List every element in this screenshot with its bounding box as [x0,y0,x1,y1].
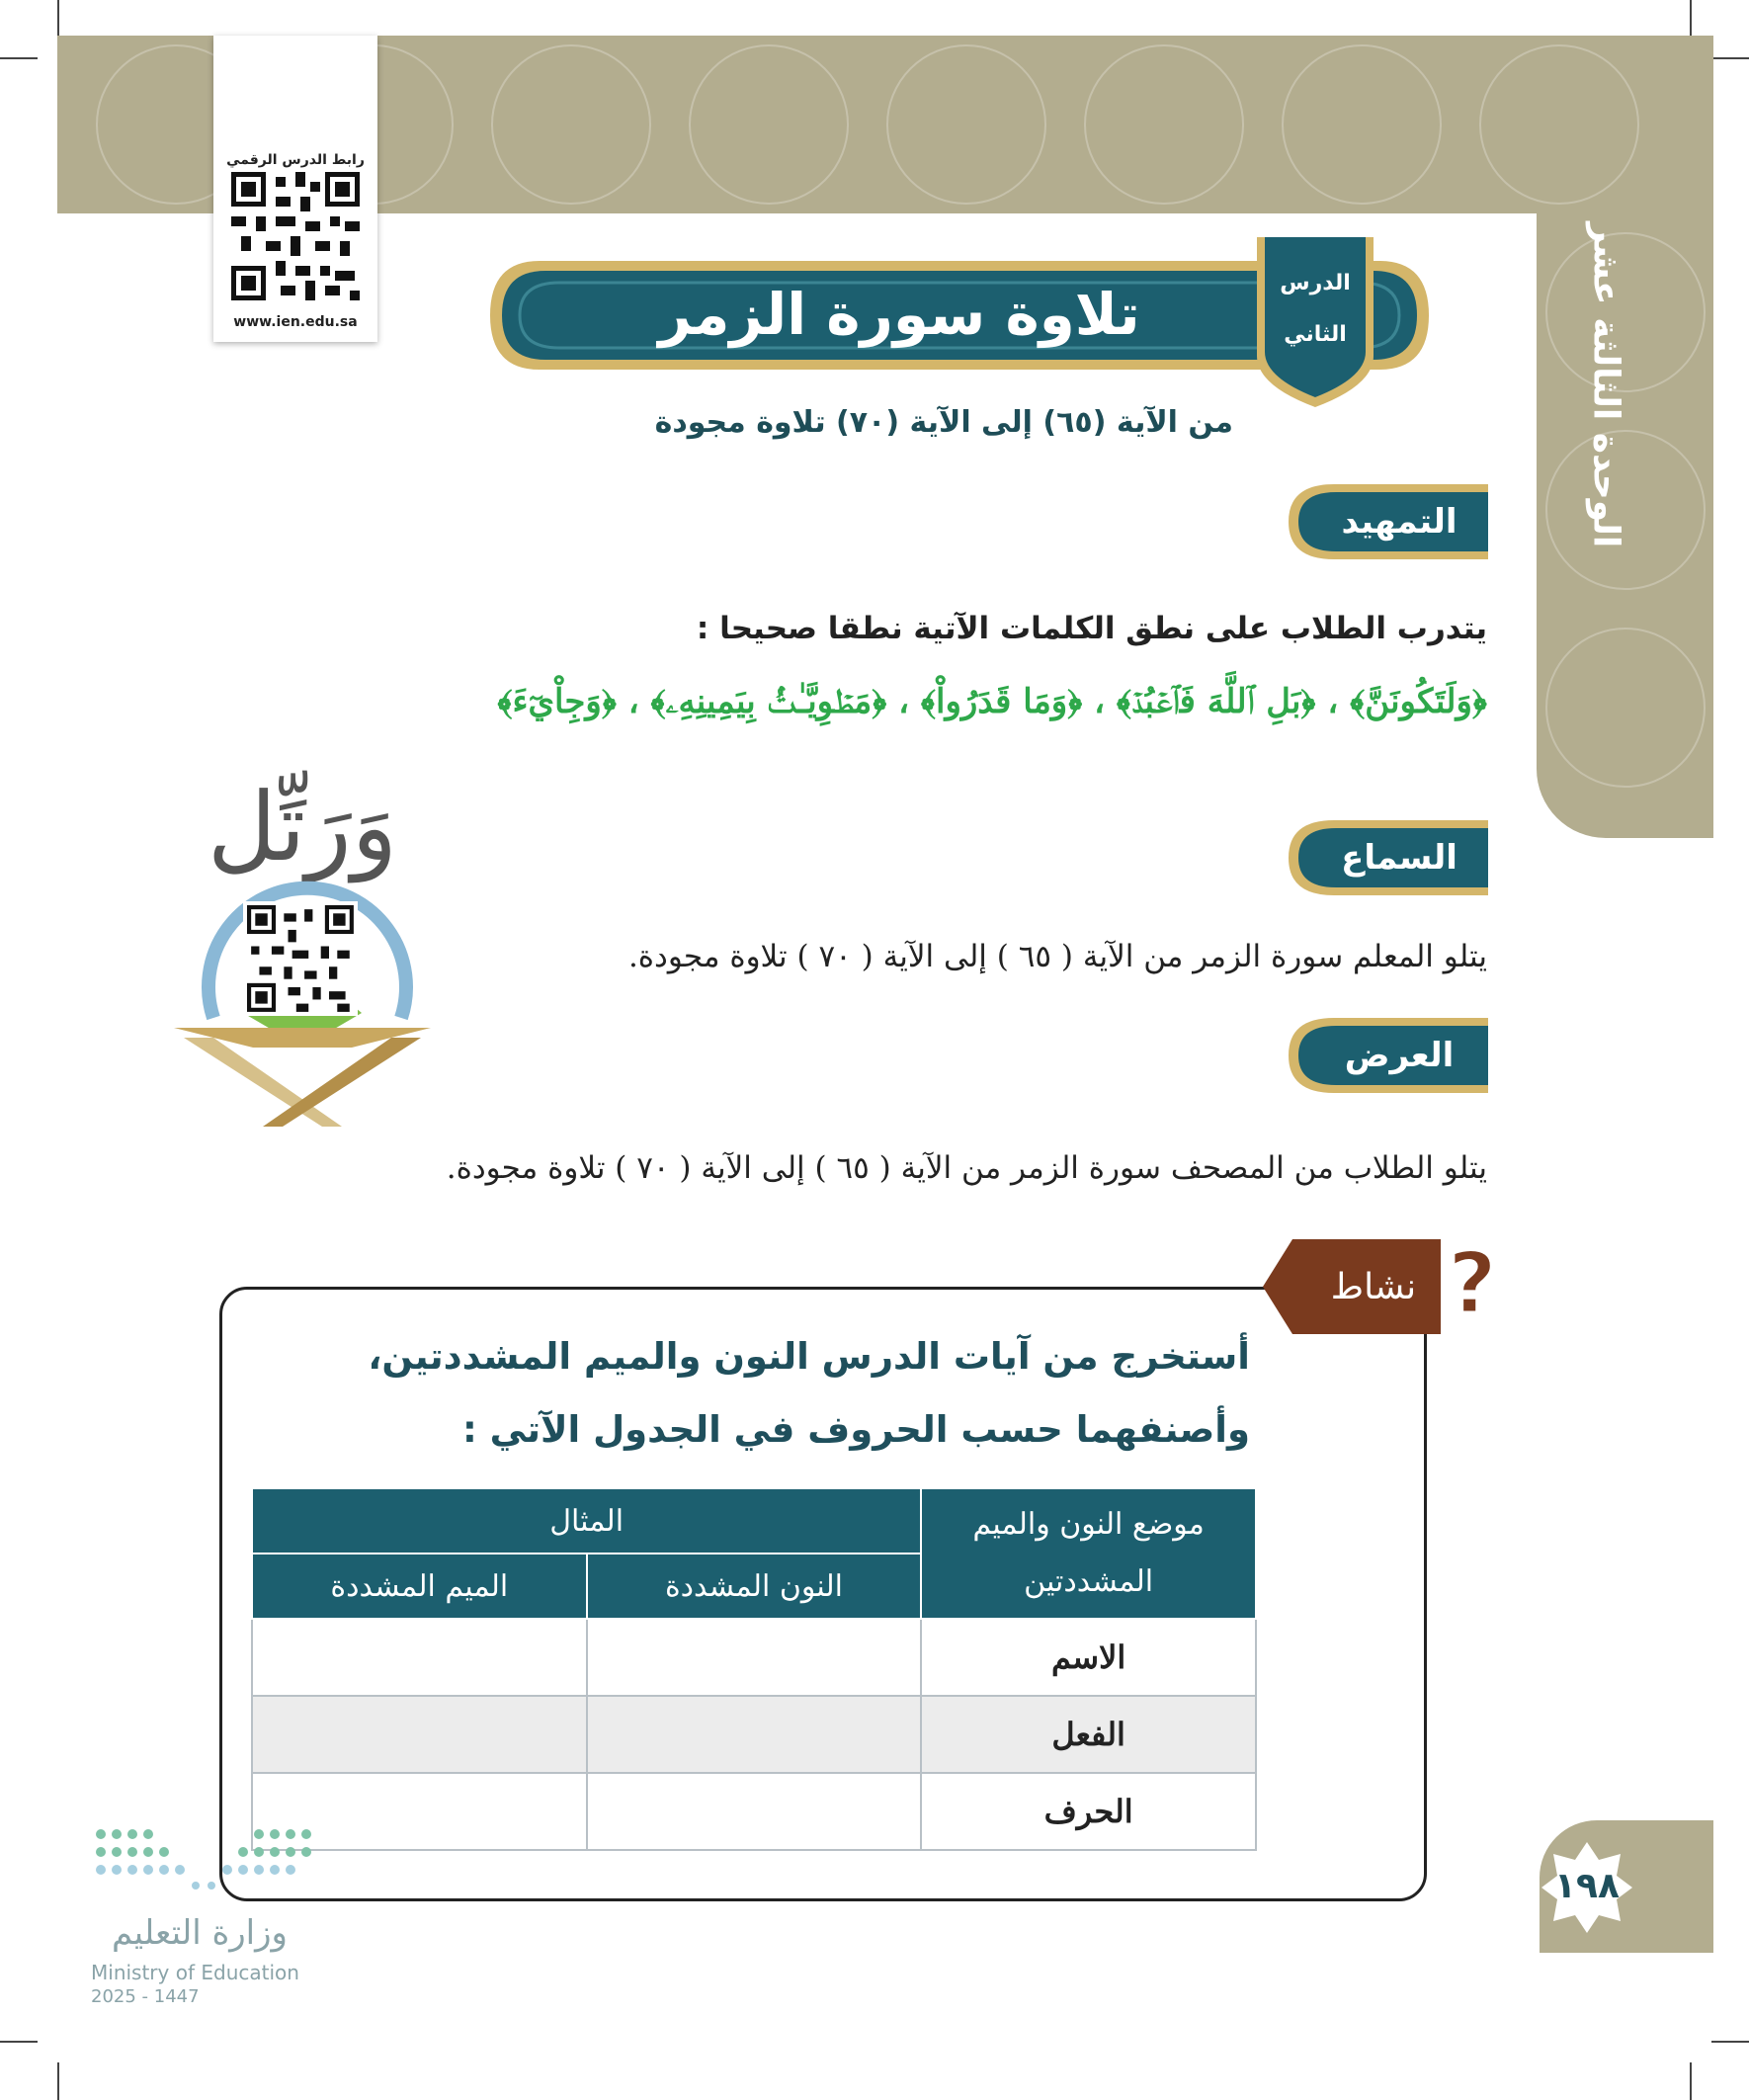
ministry-name-arabic: وزارة التعليم [112,1913,288,1953]
qr-code-icon[interactable] [231,172,360,300]
crop-mark [1711,2041,1749,2043]
column-header-nun: النون المشددة [587,1554,922,1619]
column-header-position: موضع النون والميم المشددتين [921,1488,1256,1619]
answer-cell-nun[interactable] [587,1619,922,1696]
edition-year: 2025 - 1447 [91,1986,200,2007]
quran-words: ﴿وَلَتَكُونَنَّ﴾ ، ﴿بَلِ ٱللَّهَ فَٱعۡبُدۡ﴾ ، ﴿وَمَا قَدَرُواْ﴾ ، ﴿مَطۡوِيَّـٰتُۢ بِيَمِينِهِۦ﴾ ، ﴿وَجِاْيٓءَ﴾ [497,682,1487,721]
row-label-noun: الاسم [921,1619,1256,1696]
answer-cell-nun[interactable] [587,1773,922,1850]
display-text: يتلو الطلاب من المصحف سورة الزمر من الآية ( ٦٥ ) إلى الآية ( ٧٠ ) تلاوة مجودة. [446,1150,1487,1186]
answer-cell-mim[interactable] [252,1619,587,1696]
lesson-subtitle: من الآية (٦٥) إلى الآية (٧٠) تلاوة مجودة [654,405,1233,440]
ministry-name-english: Ministry of Education [91,1961,299,1984]
question-mark-icon: ? [1448,1239,1497,1333]
listening-text: يتلو المعلم سورة الزمر من الآية ( ٦٥ ) إلى الآية ( ٧٠ ) تلاوة مجودة. [627,939,1487,974]
answer-cell-nun[interactable] [587,1696,922,1773]
crop-mark [1711,57,1749,59]
intro-text: يتدرب الطلاب على نطق الكلمات الآتية نطقا صحيحا : [696,611,1487,646]
lesson-title: تلاوة سورة الزمر [658,281,1140,348]
page-number: ١٩٨ [1554,1866,1620,1906]
section-heading-intro: التمهيد [1341,502,1458,542]
crop-mark [1690,0,1692,38]
rattil-calligraphy: وَرَتِّل [207,772,398,882]
section-heading-listening: السماع [1341,838,1458,878]
activity-table [251,1487,1257,1851]
crop-mark [1690,2062,1692,2100]
digital-lesson-qr-card[interactable] [213,36,377,342]
lesson-badge-number: الثاني [1284,322,1347,347]
column-header-example: المثال [252,1488,921,1554]
ministry-logo-dots-icon [91,1824,318,1893]
answer-cell-mim[interactable] [252,1696,587,1773]
column-header-mim: الميم المشددة [252,1554,587,1619]
crop-mark [57,2062,59,2100]
unit-title: الوحدة الثالثة عشر [1585,222,1626,548]
row-label-verb: الفعل [921,1696,1256,1773]
qr-card-label: رابط الدرس الرقمي [226,152,365,168]
activity-instructions: أستخرج من آيات الدرس النون والميم المشددتين، وأصنفهما حسب الحروف في الجدول الآتي : [368,1335,1250,1451]
crop-mark [57,0,59,38]
section-heading-display: العرض [1344,1036,1455,1075]
crop-mark [0,2041,38,2043]
crop-mark [0,57,38,59]
lesson-badge-label: الدرس [1280,271,1351,295]
activity-label: نشاط [1330,1267,1417,1307]
row-label-particle: الحرف [921,1773,1256,1850]
qr-card-url[interactable]: www.ien.edu.sa [233,314,358,330]
rattil-recitation-icon[interactable] [174,751,431,1127]
